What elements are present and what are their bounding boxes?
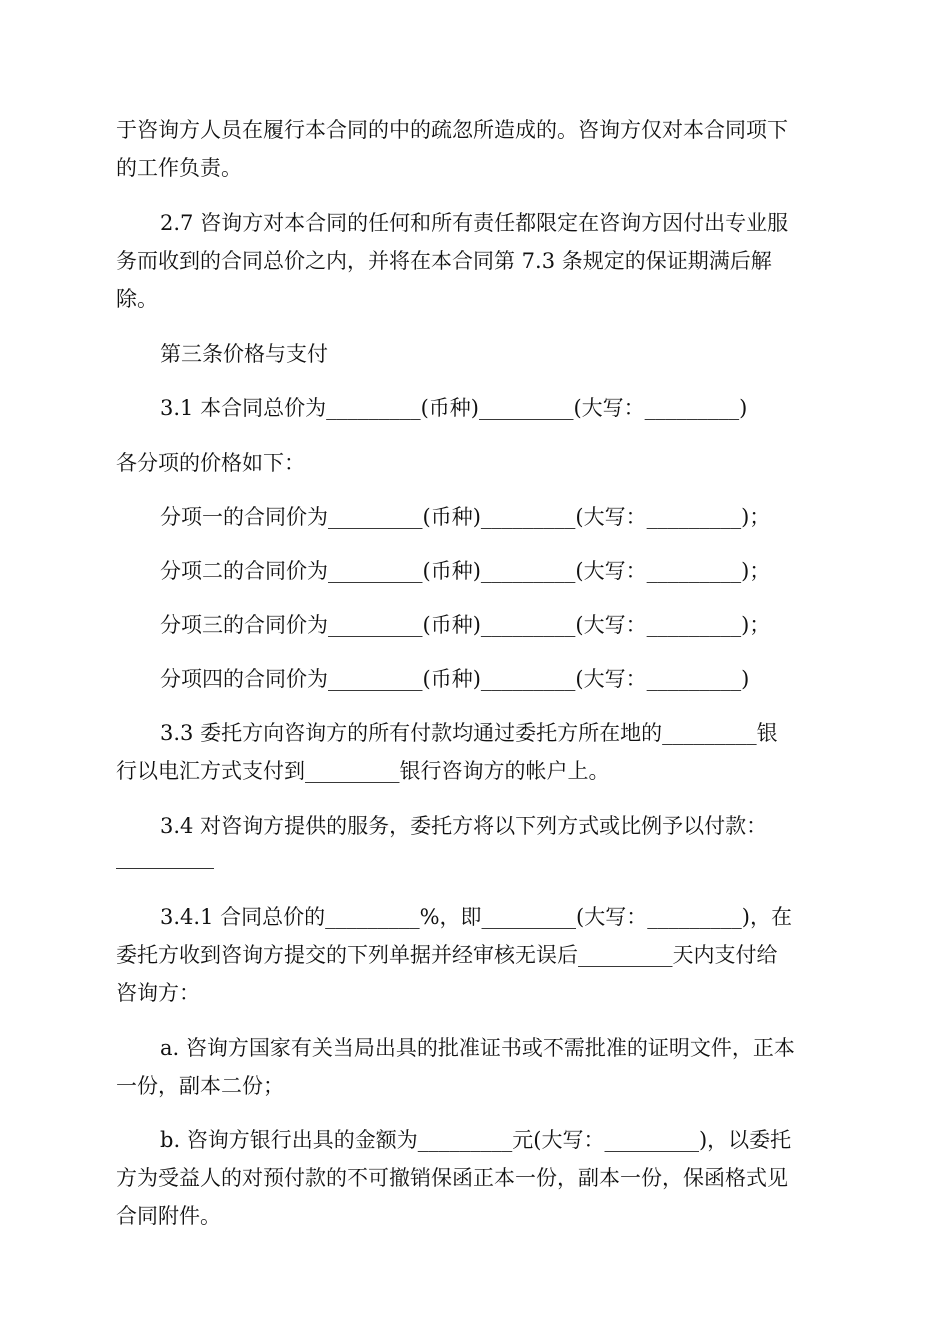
paragraph-line: 合同附件。 bbox=[116, 1204, 221, 1228]
paragraph-line: 咨询方： bbox=[116, 981, 200, 1005]
paragraph-line: 各分项的价格如下： bbox=[116, 451, 305, 475]
paragraph-line: 方为受益人的对预付款的不可撤销保函正本一份，副本一份，保函格式见 bbox=[116, 1166, 788, 1190]
item-b-line: b. 咨询方银行出具的金额为_________元(大写：_________)，以委托 bbox=[160, 1128, 792, 1152]
clause-3-1-line: 3.1 本合同总价为_________(币种)_________(大写：_________) bbox=[160, 396, 748, 420]
sub-item-line: 分项四的合同价为_________(币种)_________(大写：_________) bbox=[160, 667, 750, 691]
paragraph-line: 委托方收到咨询方提交的下列单据并经审核无误后_________天内支付给 bbox=[116, 943, 778, 967]
paragraph-line: 的工作负责。 bbox=[116, 156, 242, 180]
paragraph-line: 除。 bbox=[116, 287, 158, 311]
clause-3-4-line: 3.4 对咨询方提供的服务，委托方将以下列方式或比例予以付款： bbox=[160, 814, 768, 838]
paragraph-line: 务而收到的合同总价之内，并将在本合同第 7.3 条规定的保证期满后解 bbox=[116, 249, 772, 273]
item-a-line: a. 咨询方国家有关当局出具的批准证书或不需批准的证明文件，正本 bbox=[160, 1036, 795, 1060]
clause-2-7-line: 2.7 咨询方对本合同的任何和所有责任都限定在咨询方因付出专业服 bbox=[160, 211, 789, 235]
paragraph-line: 行以电汇方式支付到_________银行咨询方的帐户上。 bbox=[116, 759, 610, 783]
sub-item-line: 分项二的合同价为_________(币种)_________(大写：_________)； bbox=[160, 559, 771, 583]
blank-fill-line bbox=[116, 868, 214, 869]
paragraph-line: 于咨询方人员在履行本合同的中的疏忽所造成的。咨询方仅对本合同项下 bbox=[116, 118, 788, 142]
sub-item-line: 分项一的合同价为_________(币种)_________(大写：_________)； bbox=[160, 505, 771, 529]
clause-3-3-line: 3.3 委托方向咨询方的所有付款均通过委托方所在地的_________银 bbox=[160, 721, 778, 745]
sub-item-line: 分项三的合同价为_________(币种)_________(大写：_________)； bbox=[160, 613, 771, 637]
section-heading: 第三条价格与支付 bbox=[160, 342, 328, 366]
paragraph-line: 一份，副本二份； bbox=[116, 1074, 284, 1098]
clause-3-4-1-line: 3.4.1 合同总价的_________%，即_________(大写：_________)，在 bbox=[160, 905, 792, 929]
